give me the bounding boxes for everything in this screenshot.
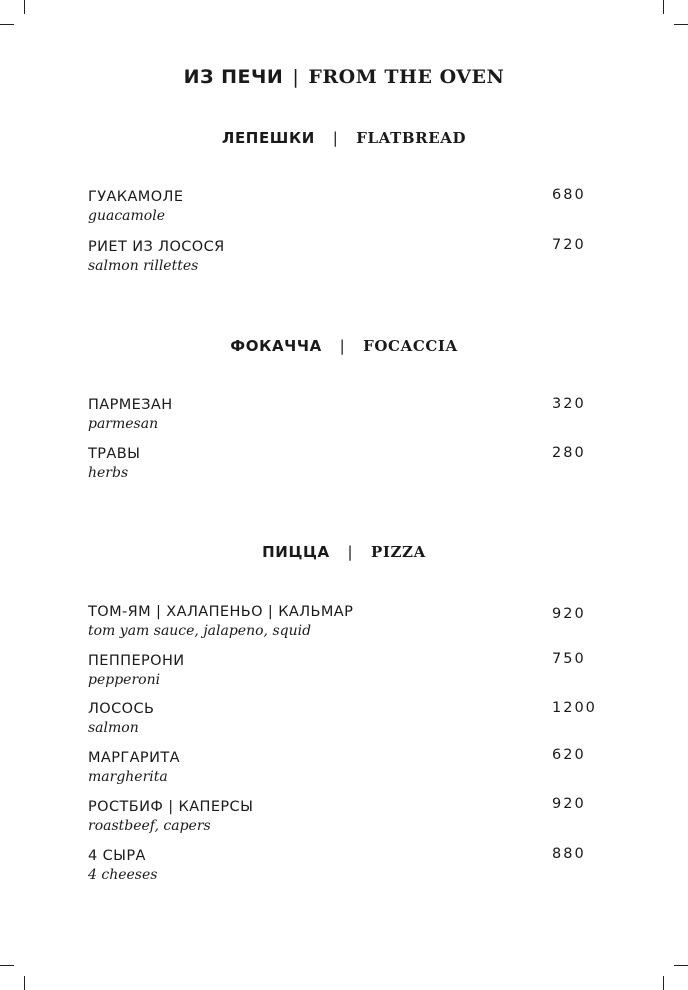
section-heading-pizza [0,543,688,561]
menu-item-price: 680 [552,187,586,203]
menu-item-price: 920 [552,606,586,622]
section-heading-separator: | [347,543,354,561]
menu-item-description: margherita [88,769,168,785]
crop-mark [0,965,14,966]
crop-mark [24,0,25,14]
menu-item-price: 320 [552,396,586,412]
menu-item-name: МАРГАРИТА [88,750,180,766]
menu-item-price: 1200 [552,700,597,716]
menu-item-description: parmesan [88,416,159,432]
menu-item-description: 4 cheeses [88,867,158,883]
section-heading-en: PIZZA [371,543,426,561]
menu-item [88,188,608,226]
section-heading-focaccia [0,337,688,355]
menu-item [88,700,608,738]
section-heading-flatbread [0,129,688,147]
menu-item-name: 4 СЫРА [88,848,146,864]
menu-item-name: ТРАВЫ [88,446,141,462]
menu-item-description: herbs [88,465,129,481]
menu-item-name: ЛОСОСЬ [88,701,155,717]
section-heading-ru: ЛЕПЕШКИ [221,129,315,147]
menu-item-name: ПАРМЕЗАН [88,397,173,413]
section-heading-en: FOCACCIA [363,337,458,355]
section-heading-separator: | [332,129,339,147]
crop-mark [663,0,664,14]
menu-item [88,238,608,276]
menu-item-name: ГУАКАМОЛЕ [88,189,184,205]
section-heading-en: FLATBREAD [356,129,467,147]
crop-mark [674,965,688,966]
menu-item-price: 620 [552,747,586,763]
menu-item [88,445,608,483]
page-title [0,66,688,88]
title-en: FROM THE OVEN [308,66,505,88]
menu-item-description: pepperoni [88,672,161,688]
menu-item-description: roastbeef, capers [88,818,211,834]
menu-item-name: ТОМ-ЯМ | ХАЛАПЕНЬО | КАЛЬМАР [88,604,354,620]
section-heading-ru: ПИЦЦА [262,543,330,561]
section-heading-ru: ФОКАЧЧА [230,337,322,355]
menu-item-description: guacamole [88,208,165,224]
menu-item [88,847,608,885]
section-heading-separator: | [339,337,346,355]
menu-item-description: salmon rillettes [88,258,199,274]
crop-mark [674,24,688,25]
menu-item-name: ПЕППЕРОНИ [88,653,185,669]
crop-mark [24,976,25,990]
menu-item-price: 920 [552,796,586,812]
crop-mark [0,24,14,25]
menu-item [88,798,608,836]
crop-mark [663,976,664,990]
menu-item [88,652,608,690]
title-separator: | [292,66,300,88]
menu-item-name: РИЕТ ИЗ ЛОСОСЯ [88,239,225,255]
menu-item-price: 750 [552,651,586,667]
menu-item [88,603,608,641]
menu-item [88,749,608,787]
menu-item-name: РОСТБИФ | КАПЕРСЫ [88,799,254,815]
menu-item-price: 720 [552,237,586,253]
title-ru: ИЗ ПЕЧИ [183,66,284,88]
menu-item-price: 280 [552,445,586,461]
menu-item [88,396,608,434]
menu-item-description: salmon [88,720,139,736]
menu-item-description: tom yam sauce, jalapeno, squid [88,623,312,639]
menu-item-price: 880 [552,846,586,862]
